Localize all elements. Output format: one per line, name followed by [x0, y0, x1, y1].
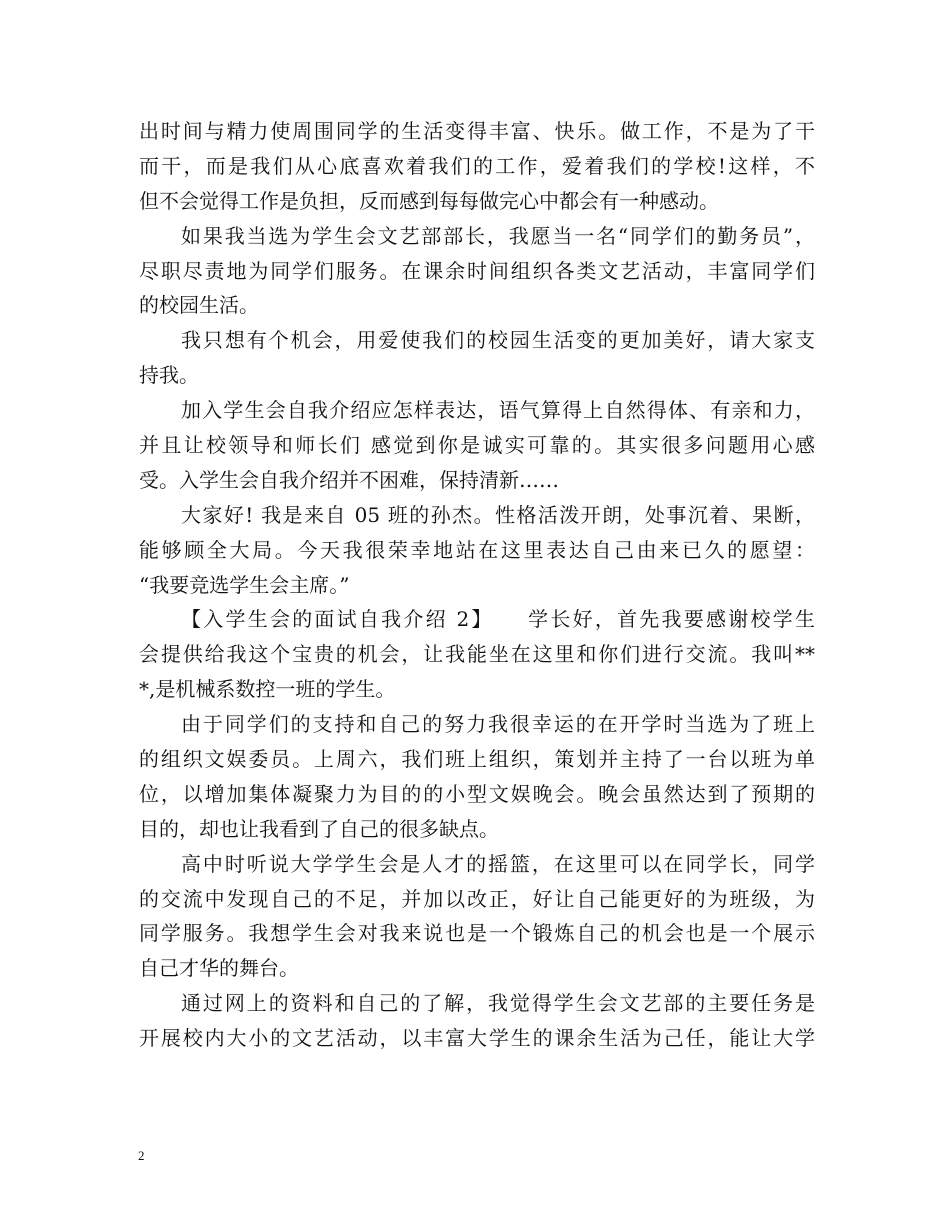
text-line: 能够顾全大局。今天我很荣幸地站在这里表达自己由来已久的愿望： — [139, 537, 815, 562]
text-line: 加入学生会自我介绍应怎样表达，语气算得上自然得体、有亲和力， — [181, 398, 815, 423]
text-line: 出时间与精力使周围同学的生活变得丰富、快乐。做工作，不是为了干 — [139, 119, 815, 143]
text-line: 的交流中发现自己的不足，并加以改正，好让自己能更好的为班级，为 — [139, 886, 815, 911]
text-line: 由于同学们的支持和自己的努力我很幸运的在开学时当选为了班上 — [181, 712, 815, 737]
text-line: 的校园生活。 — [139, 293, 259, 318]
page-number: 2 — [138, 1148, 145, 1163]
text-line: 的组织文娱委员。上周六，我们班上组织，策划并主持了一台以班为单 — [139, 747, 815, 772]
text-line: 高中时听说大学学生会是人才的摇篮，在这里可以在同学长，同学 — [181, 851, 815, 876]
text-line: 大家好! 我是来自 05 班的孙杰。性格活泼开朗，处事沉着、果断， — [181, 502, 815, 527]
text-line: 目的，却也让我看到了自己的很多缺点。 — [139, 816, 499, 841]
text-line: “我要竞选学生会主席。” — [139, 572, 350, 597]
text-line: *,是机械系数控一班的学生。 — [139, 677, 396, 702]
text-line: 同学服务。我想学生会对我来说也是一个锻炼自己的机会也是一个展示 — [139, 921, 815, 946]
text-line: 我只想有个机会，用爱使我们的校园生活变的更加美好，请大家支 — [181, 328, 815, 353]
text-line: 如果我当选为学生会文艺部部长，我愿当一名“同学们的勤务员”， — [181, 223, 815, 248]
text-line: 自己才华的舞台。 — [139, 956, 299, 981]
document-body — [139, 114, 815, 1056]
text-line: 【入学生会的面试自我介绍 2】 学长好，首先我要感谢校学生 — [181, 607, 815, 632]
text-line: 位，以增加集体凝聚力为目的的小型文娱晚会。晚会虽然达到了预期的 — [139, 781, 815, 806]
text-line: 会提供给我这个宝贵的机会，让我能坐在这里和你们进行交流。我叫** — [139, 642, 815, 667]
text-line: 持我。 — [139, 363, 199, 388]
text-line: 而干，而是我们从心底喜欢着我们的工作，爱着我们的学校!这样，不 — [139, 153, 815, 178]
text-line: 开展校内大小的文艺活动，以丰富大学生的课余生活为己任，能让大学 — [139, 1026, 815, 1051]
text-line: 但不会觉得工作是负担，反而感到每每做完心中都会有一种感动。 — [139, 188, 719, 213]
text-line: 并且让校领导和师长们 感觉到你是诚实可靠的。其实很多问题用心感 — [139, 433, 815, 458]
text-line: 通过网上的资料和自己的了解，我觉得学生会文艺部的主要任务是 — [181, 991, 815, 1016]
text-line: 尽职尽责地为同学们服务。在课余时间组织各类文艺活动，丰富同学们 — [139, 258, 815, 283]
text-line: 受。入学生会自我介绍并不困难，保持清新…… — [139, 467, 559, 492]
